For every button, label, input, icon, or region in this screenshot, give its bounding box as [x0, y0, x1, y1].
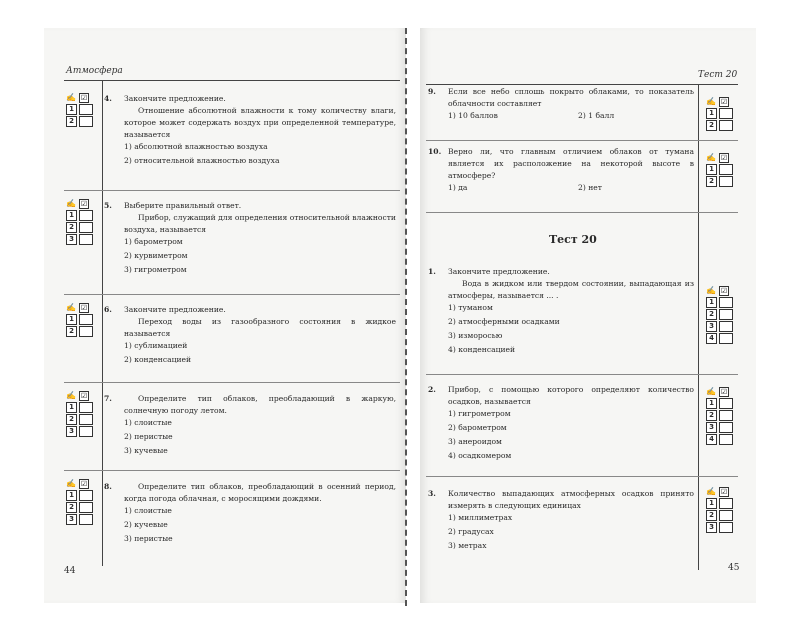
answer-number: 1	[66, 210, 77, 221]
question-stem: Прибор, с помощью которого определяют количество осадков, называется	[448, 385, 694, 406]
question-stem: Верно ли, что главным отличием облаков от тумана является их расположение на некоторой высоте в атмосфере?	[448, 147, 694, 180]
answer-number: 3	[706, 522, 717, 533]
checkbox-icon[interactable]: ☑	[80, 303, 88, 312]
answer-number: 1	[66, 490, 77, 501]
checkbox-icon[interactable]: ☑	[720, 153, 728, 162]
answer-input-box[interactable]	[719, 333, 733, 344]
answer-input-box[interactable]	[719, 176, 733, 187]
question-stem: Переход воды из газообразного состояния в жидкое называется	[124, 317, 396, 338]
answer-number: 2	[706, 120, 717, 131]
answer-option[interactable]: 2) градусах	[448, 527, 494, 536]
answer-number: 1	[66, 314, 77, 325]
answer-option[interactable]: 3) гигрометром	[124, 265, 187, 274]
checkbox-icon[interactable]: ☑	[720, 286, 728, 295]
answer-input-box[interactable]	[719, 164, 733, 175]
header-rule-left	[64, 80, 400, 81]
running-head-left: Атмосфера	[66, 66, 123, 76]
answer-option[interactable]: 1) гигрометром	[448, 409, 511, 418]
answer-option[interactable]: 3) кучевые	[124, 446, 168, 455]
answer-number: 4	[706, 333, 717, 344]
answer-input-box[interactable]	[719, 498, 733, 509]
question-number: 7.	[104, 394, 112, 403]
answer-box	[706, 152, 738, 187]
answer-input-box[interactable]	[719, 297, 733, 308]
answer-input-box[interactable]	[719, 510, 733, 521]
answer-input-box[interactable]	[79, 104, 93, 115]
question-stem: Вода в жидком или твердом состоянии, выпадающая из атмосферы, называется ... .	[448, 279, 694, 300]
answer-number: 2	[66, 326, 77, 337]
question-stem: Если все небо сплошь покрыто облаками, то показатель облачности составляет	[448, 87, 694, 108]
checkbox-icon[interactable]: ☑	[720, 487, 728, 496]
pen-icon: ✍	[706, 96, 716, 106]
checkbox-icon[interactable]: ☑	[80, 391, 88, 400]
answer-box	[66, 390, 98, 437]
answer-option[interactable]: 2) относительной влажностью воздуха	[124, 156, 280, 165]
answer-number: 1	[706, 398, 717, 409]
answer-box	[706, 386, 738, 445]
answer-box	[706, 486, 738, 533]
answer-number: 1	[66, 104, 77, 115]
answer-number: 1	[66, 402, 77, 413]
answer-input-box[interactable]	[79, 116, 93, 127]
pen-icon: ✍	[66, 92, 76, 102]
answer-input-box[interactable]	[79, 402, 93, 413]
book-spine-cut-line	[405, 28, 407, 606]
question-number: 8.	[104, 482, 112, 491]
answer-input-box[interactable]	[79, 514, 93, 525]
question-separator	[64, 190, 400, 191]
question-stem: Отношение абсолютной влажности к тому количеству влаги, которое может содержать воздух при определенной температуре, называется	[124, 106, 396, 139]
answer-number: 1	[706, 108, 717, 119]
answer-number: 2	[66, 222, 77, 233]
answer-number: 2	[706, 410, 717, 421]
answer-input-box[interactable]	[79, 326, 93, 337]
page-number-left: 44	[64, 566, 76, 576]
answer-option[interactable]: 2) нет	[578, 183, 602, 192]
answer-number: 2	[706, 510, 717, 521]
answer-input-box[interactable]	[79, 426, 93, 437]
answer-input-box[interactable]	[719, 108, 733, 119]
question-number: 10.	[428, 147, 442, 156]
running-head-right: Тест 20	[698, 70, 738, 80]
question-instruction: Закончите предложение.	[448, 267, 550, 276]
answer-number: 3	[66, 426, 77, 437]
answer-box	[66, 302, 98, 337]
answer-input-box[interactable]	[79, 210, 93, 221]
answer-number: 2	[706, 309, 717, 320]
question-number: 6.	[104, 305, 112, 314]
answer-option[interactable]: 2) атмосферными осадками	[448, 317, 560, 326]
answer-option[interactable]: 2) курвиметром	[124, 251, 188, 260]
answer-option[interactable]: 2) кучевые	[124, 520, 168, 529]
question-separator	[426, 212, 738, 213]
test-title: Тест 20	[549, 233, 597, 246]
answer-option[interactable]: 2) барометром	[448, 423, 507, 432]
pen-icon: ✍	[706, 386, 716, 396]
question-separator	[426, 476, 738, 477]
answer-input-box[interactable]	[719, 410, 733, 421]
question-stem: Определите тип облаков, преобладающий в осенний период, когда погода облачная, с моросящими дождями.	[124, 482, 396, 503]
question-number: 3.	[428, 489, 436, 498]
answer-number: 2	[66, 414, 77, 425]
answer-box	[706, 96, 738, 131]
question-number: 5.	[104, 201, 112, 210]
answer-option[interactable]: 1) абсолютной влажностью воздуха	[124, 142, 268, 151]
answer-number: 3	[66, 514, 77, 525]
question-number: 9.	[428, 87, 436, 96]
answer-column-rule-right	[698, 84, 699, 570]
answer-option[interactable]: 1) слоистые	[124, 506, 172, 515]
answer-option[interactable]: 1) да	[448, 183, 468, 192]
question-separator	[426, 140, 738, 141]
answer-input-box[interactable]	[719, 422, 733, 433]
pen-icon: ✍	[66, 478, 76, 488]
question-number: 1.	[428, 267, 436, 276]
pen-icon: ✍	[706, 152, 716, 162]
answer-number: 2	[66, 502, 77, 513]
answer-number: 3	[66, 234, 77, 245]
checkbox-icon[interactable]: ☑	[80, 199, 88, 208]
answer-option[interactable]: 1) 10 баллов	[448, 111, 498, 120]
answer-option[interactable]: 4) конденсацией	[448, 345, 516, 354]
question-stem: Количество выпадающих атмосферных осадков принято измерять в следующих единицах	[448, 489, 694, 510]
answer-input-box[interactable]	[719, 120, 733, 131]
checkbox-icon[interactable]: ☑	[720, 97, 728, 106]
question-separator	[426, 374, 738, 375]
question-instruction: Выберите правильный ответ.	[124, 201, 242, 210]
answer-input-box[interactable]	[79, 234, 93, 245]
answer-input-box[interactable]	[79, 502, 93, 513]
answer-option[interactable]: 1) туманом	[448, 303, 493, 312]
pen-icon: ✍	[706, 486, 716, 496]
answer-input-box[interactable]	[719, 321, 733, 332]
question-number: 4.	[104, 94, 112, 103]
checkbox-icon[interactable]: ☑	[80, 479, 88, 488]
answer-option[interactable]: 3) метрах	[448, 541, 487, 550]
answer-number: 2	[66, 116, 77, 127]
answer-box	[66, 92, 98, 127]
answer-option[interactable]: 1) сублимацией	[124, 341, 188, 350]
answer-option[interactable]: 1) барометром	[124, 237, 183, 246]
answer-number: 4	[706, 434, 717, 445]
page-number-right: 45	[728, 563, 740, 573]
checkbox-icon[interactable]: ☑	[80, 93, 88, 102]
answer-number: 3	[706, 321, 717, 332]
answer-input-box[interactable]	[79, 490, 93, 501]
pen-icon: ✍	[66, 302, 76, 312]
answer-option[interactable]: 2) 1 балл	[578, 111, 615, 120]
answer-input-box[interactable]	[79, 414, 93, 425]
answer-input-box[interactable]	[719, 434, 733, 445]
checkbox-icon[interactable]: ☑	[720, 387, 728, 396]
answer-column-rule-left	[102, 80, 103, 566]
answer-option[interactable]: 3) перистые	[124, 534, 173, 543]
answer-number: 3	[706, 422, 717, 433]
answer-number: 2	[706, 176, 717, 187]
answer-option[interactable]: 4) осадкомером	[448, 451, 512, 460]
pen-icon: ✍	[706, 285, 716, 295]
pen-icon: ✍	[66, 198, 76, 208]
question-separator	[64, 382, 400, 383]
answer-number: 1	[706, 164, 717, 175]
answer-input-box[interactable]	[719, 522, 733, 533]
question-separator	[64, 470, 400, 471]
answer-option[interactable]: 1) миллиметрах	[448, 513, 513, 522]
answer-input-box[interactable]	[79, 222, 93, 233]
answer-number: 1	[706, 498, 717, 509]
question-stem: Определите тип облаков, преобладающий в жаркую, солнечную погоду летом.	[124, 394, 396, 415]
answer-box	[66, 478, 98, 525]
answer-option[interactable]: 1) слоистые	[124, 418, 172, 427]
answer-input-box[interactable]	[79, 314, 93, 325]
answer-number: 1	[706, 297, 717, 308]
pen-icon: ✍	[66, 390, 76, 400]
answer-box	[66, 198, 98, 245]
question-instruction: Закончите предложение.	[124, 94, 226, 103]
answer-box	[706, 285, 738, 344]
question-separator	[64, 294, 400, 295]
answer-option[interactable]: 2) конденсацией	[124, 355, 192, 364]
answer-input-box[interactable]	[719, 398, 733, 409]
answer-option[interactable]: 2) перистые	[124, 432, 173, 441]
answer-input-box[interactable]	[719, 309, 733, 320]
answer-option[interactable]: 3) анероидом	[448, 437, 502, 446]
header-rule-right	[426, 84, 738, 85]
question-stem: Прибор, служащий для определения относительной влажности воздуха, называется	[124, 213, 396, 234]
answer-option[interactable]: 3) изморосью	[448, 331, 503, 340]
question-instruction: Закончите предложение.	[124, 305, 226, 314]
question-number: 2.	[428, 385, 436, 394]
